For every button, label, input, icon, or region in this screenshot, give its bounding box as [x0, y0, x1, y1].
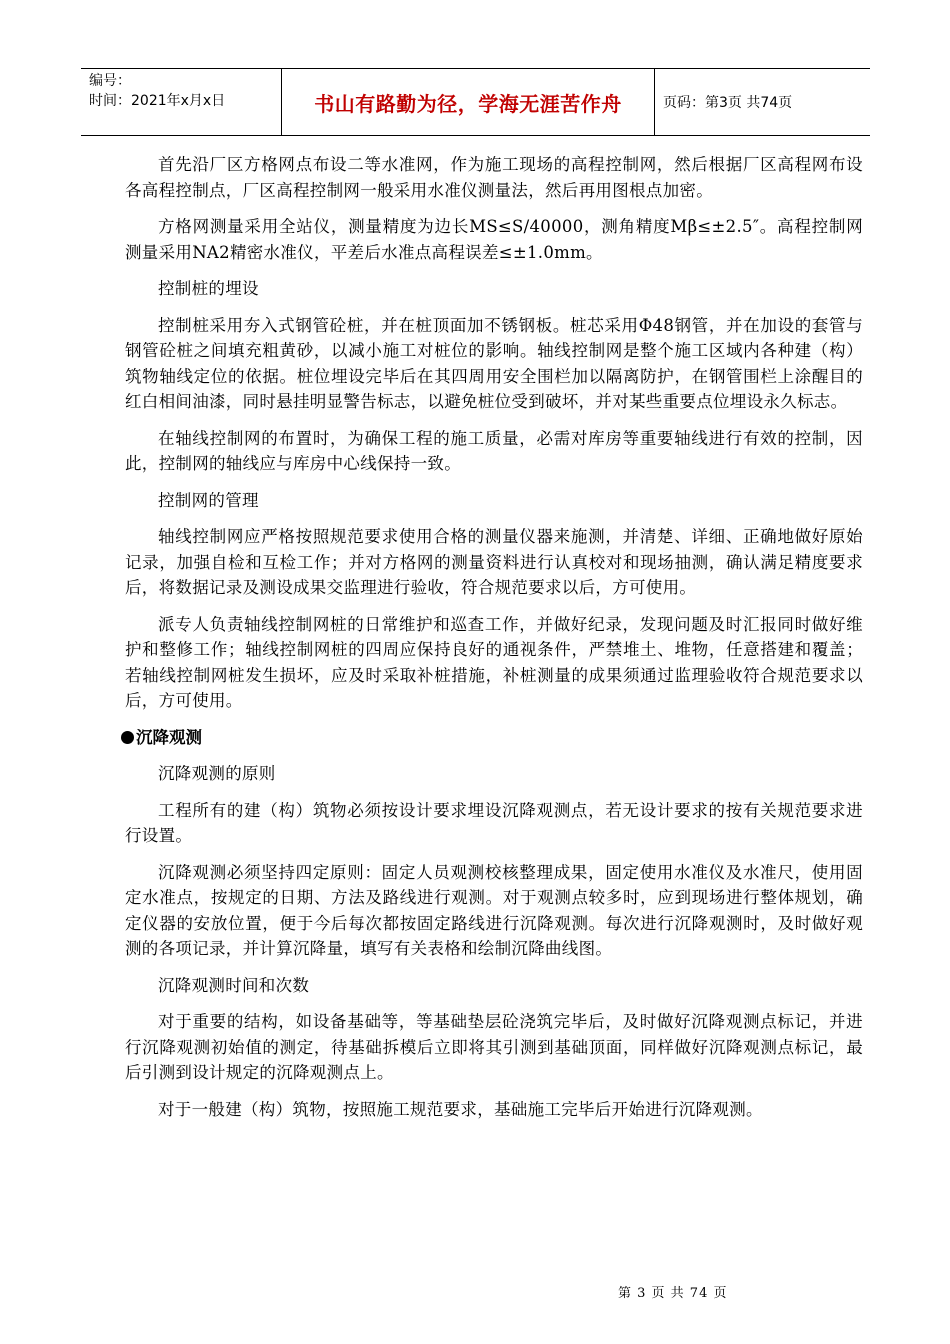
document-number-label: 编号： — [89, 73, 131, 89]
paragraph: 工程所有的建（构）筑物必须按设计要求埋设沉降观测点，若无设计要求的按有关规范要求进行设置。 — [125, 800, 863, 845]
subheading-settlement-principles: 沉降观测的原则 — [158, 764, 276, 783]
paragraph: 轴线控制网应严格按照规范要求使用合格的测量仪器来施测，并清楚、详细、正确地做好原始记录，加强自检和互检工作；并对方格网的测量资料进行认真校对和现场抽测，确认满足精度要求后，将数据记录及测设成果交监理进行验收，符合规范要求以后，方可使用。 — [125, 527, 863, 597]
paragraph: 派专人负责轴线控制网桩的日常维护和巡查工作，并做好纪录，发现问题及时汇报同时做好维护和整修工作；轴线控制网桩的四周应保持良好的通视条件，严禁堆土、堆物，任意搭建和覆盖；若轴线控制网桩发生损坏，应及时采取补桩措施，补桩测量的成果须通过监理验收符合规范要求以后，方可使用。 — [125, 614, 863, 710]
header-left-cell — [81, 69, 282, 135]
paragraph: 首先沿厂区方格网点布设二等水准网，作为施工现场的高程控制网，然后根据厂区高程网布设各高程控制点，厂区高程控制网一般采用水准仪测量法，然后再用图根点加密。 — [125, 155, 863, 200]
document-body — [125, 152, 863, 1133]
subheading-settlement-timing: 沉降观测时间和次数 — [158, 975, 310, 995]
page-footer: 第 3 页 共 74 页 — [618, 1286, 728, 1301]
header-motto: 书山有路勤为径，学海无涯苦作舟 — [282, 69, 655, 135]
subheading-control-network-management: 控制网的管理 — [158, 490, 259, 510]
paragraph: 在轴线控制网的布置时，为确保工程的施工质量，必需对库房等重要轴线进行有效的控制，因此，控制网的轴线应与库房中心线保持一致。 — [125, 428, 863, 473]
paragraph: 方格网测量采用全站仪，测量精度为边长MS≤S/40000，测角精度Mβ≤±2.5″。高程控制网测量采用NA2精密水准仪，平差后水准点高程误差≤±1.0mm。 — [125, 217, 863, 262]
paragraph: 控制桩采用夯入式钢管砼桩，并在桩顶面加不锈钢板。桩芯采用Φ48钢管，并在加设的套管与钢管砼桩之间填充粗黄砂，以减小施工对桩位的影响。轴线控制网是整个施工区域内各种建（构）筑物轴线定位的依据。桩位埋设完毕后在其四周用安全围栏加以隔离防护，在钢管围栏上涂醒目的红白相间油漆，同时悬挂明显警告标志，以避免桩位受到破坏，并对某些重要点位埋设永久标志。 — [125, 315, 863, 411]
paragraph: 对于重要的结构，如设备基础等，等基础垫层砼浇筑完毕后，及时做好沉降观测点标记，并进行沉降观测初始值的测定，待基础拆模后立即将其引测到基础顶面，同样做好沉降观测点标记，最后引测到设计规定的沉降观测点上。 — [125, 1012, 863, 1082]
paragraph: 沉降观测必须坚持四定原则：固定人员观测校核整理成果，固定使用水准仪及水准尺，使用固定水准点，按规定的日期、方法及路线进行观测。对于观测点较多时，应到现场进行整体规划，确定仪器的安放位置，便于今后每次都按固定路线进行沉降观测。每次进行沉降观测时，及时做好观测的各项记录，并计算沉降量，填写有关表格和绘制沉降曲线图。 — [125, 862, 863, 958]
page-header — [81, 68, 870, 136]
bullet-icon — [121, 731, 134, 744]
paragraph: 对于一般建（构）筑物，按照施工规范要求，基础施工完毕后开始进行沉降观测。 — [158, 1099, 763, 1119]
section-heading-text: 沉降观测 — [136, 727, 202, 747]
subheading-control-pile-burial: 控制桩的埋设 — [158, 279, 259, 298]
header-page-info: 页码：第3页 共74页 — [663, 95, 793, 111]
document-time-label: 时间：2021年x月x日 — [89, 93, 226, 109]
section-heading — [121, 725, 863, 751]
